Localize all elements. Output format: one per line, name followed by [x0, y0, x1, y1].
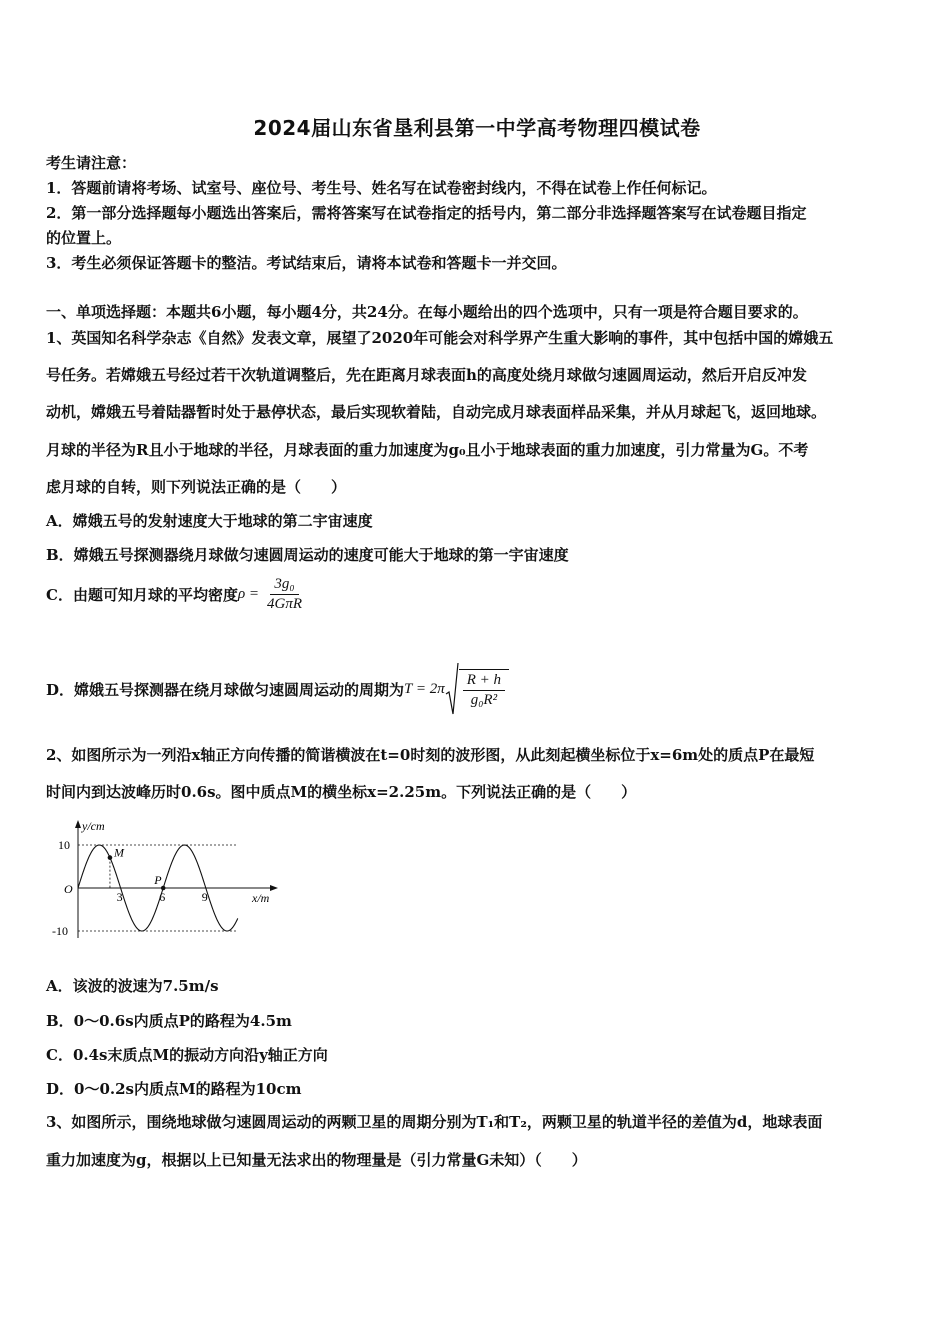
- q2-option-c-text: C．0.4s末质点M的振动方向沿y轴正方向: [46, 1046, 328, 1064]
- q2-option-d-text: D．0～0.2s内质点M的路程为10cm: [46, 1080, 302, 1098]
- x-tick-label: 6: [159, 890, 166, 904]
- y-axis-label: y/cm: [82, 819, 105, 833]
- notice-item: 1．答题前请将考场、试室号、座位号、考生号、姓名写在试卷密封线内，不得在试卷上作任何标记。: [46, 179, 717, 197]
- origin-label: O: [64, 882, 73, 896]
- q2-option-a-text: A．该波的波速为7.5m/s: [46, 977, 219, 995]
- formula-lhs: ρ =: [237, 586, 260, 602]
- x-axis-label: x/m: [252, 891, 270, 905]
- formula-fraction: [263, 576, 306, 613]
- formula-denominator: 4GπR: [267, 596, 303, 612]
- question-2-line: 时间内到达波峰历时0.6s。图中质点M的横坐标x=2.25m。下列说法正确的是（ ）: [46, 783, 637, 801]
- q1-option-d[interactable]: [46, 662, 509, 716]
- q1-option-d-text: D．嫦娥五号探测器在绕月球做匀速圆周运动的周期为: [46, 680, 405, 699]
- page-title: 2024届山东省垦利县第一中学高考物理四模试卷: [253, 116, 701, 140]
- point-p: [161, 886, 166, 891]
- period-formula: [404, 662, 509, 716]
- q1-option-c[interactable]: [46, 576, 306, 613]
- x-tick-label: 9: [201, 890, 208, 904]
- y-axis-arrow-icon: [75, 820, 81, 828]
- q2-option-a[interactable]: [46, 975, 219, 996]
- q1-option-a-text: A．嫦娥五号的发射速度大于地球的第二宇宙速度: [46, 512, 373, 530]
- q2-option-d[interactable]: [46, 1078, 301, 1099]
- question-3-line: 3、如图所示，围绕地球做匀速圆周运动的两颗卫星的周期分别为T₁和T₂，两颗卫星的轨道半径的差值为d，地球表面: [46, 1113, 823, 1131]
- sqrt-sign-icon: [445, 662, 459, 716]
- notice-item: 3．考生必须保证答题卡的整洁。考试结束后，请将本试卷和答题卡一并交回。: [46, 254, 567, 272]
- formula-numerator: R + h: [463, 672, 505, 691]
- notice-item: 的位置上。: [46, 229, 122, 247]
- sqrt-expression: [445, 662, 509, 716]
- question-1-line: 虑月球的自转，则下列说法正确的是（ ）: [46, 478, 347, 496]
- q2-option-b[interactable]: [46, 1010, 292, 1031]
- formula-denominator: g₀R²: [470, 692, 498, 708]
- question-1-line: 月球的半径为R且小于地球的半径，月球表面的重力加速度为g₀且小于地球表面的重力加速度，引力常量为G。不考: [46, 441, 809, 459]
- question-3-line: 重力加速度为g，根据以上已知量无法求出的物理量是（引力常量G未知）（ ）: [46, 1151, 587, 1169]
- x-axis-arrow-icon: [270, 885, 278, 891]
- y-tick-label: 10: [58, 838, 70, 852]
- q1-option-b-text: B．嫦娥五号探测器绕月球做匀速圆周运动的速度可能大于地球的第一宇宙速度: [46, 546, 569, 564]
- formula-lhs: T = 2π: [404, 680, 445, 697]
- q2-option-b-text: B．0～0.6s内质点P的路程为4.5m: [46, 1012, 292, 1030]
- wave-graph: [46, 816, 286, 941]
- question-1-line: 1、英国知名科学杂志《自然》发表文章，展望了2020年可能会对科学界产生重大影响的事件，其中包括中国的嫦娥五: [46, 329, 834, 347]
- y-tick-label: -10: [52, 924, 68, 938]
- density-formula: [238, 576, 306, 613]
- q1-option-c-text: C．由题可知月球的平均密度: [46, 586, 238, 604]
- q1-option-b[interactable]: [46, 544, 569, 565]
- x-tick-label: 3: [116, 890, 123, 904]
- section-heading: 一、单项选择题：本题共6小题，每小题4分，共24分。在每小题给出的四个选项中，只有一项是符合题目要求的。: [46, 303, 808, 321]
- question-1-line: 号任务。若嫦娥五号经过若干次轨道调整后，先在距离月球表面h的高度处绕月球做匀速圆周运动，然后开启反冲发: [46, 366, 807, 384]
- formula-numerator: 3g₀: [270, 576, 298, 595]
- point-label: M: [113, 845, 124, 860]
- question-2-line: 2、如图所示为一列沿x轴正方向传播的简谐横波在t=0时刻的波形图，从此刻起横坐标位于x=6m处的质点P在最短: [46, 746, 815, 764]
- notice-heading: 考生请注意：: [46, 154, 137, 172]
- question-1-line: 动机，嫦娥五号着陆器暂时处于悬停状态，最后实现软着陆，自动完成月球表面样品采集，并从月球起飞，返回地球。: [46, 403, 827, 421]
- point-label: P: [154, 873, 162, 887]
- q1-option-a[interactable]: [46, 510, 373, 531]
- q2-option-c[interactable]: [46, 1044, 328, 1065]
- notice-item: 2．第一部分选择题每小题选出答案后，需将答案写在试卷指定的括号内，第二部分非选择题答案写在试卷题目指定: [46, 204, 807, 222]
